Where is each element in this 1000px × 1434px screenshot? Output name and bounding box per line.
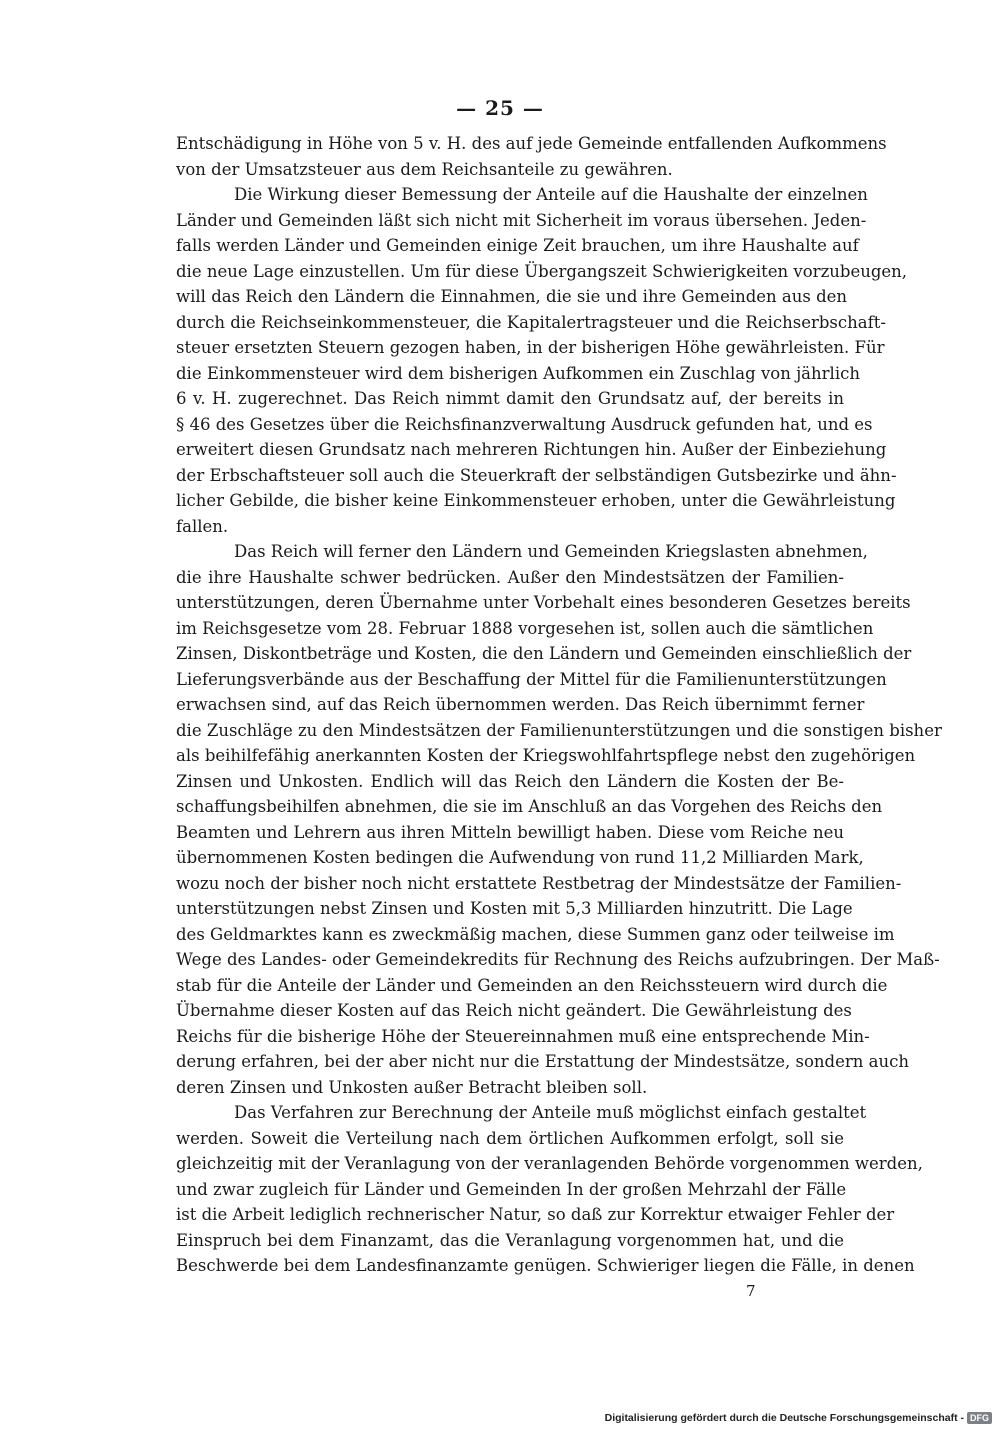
text-line: Zinsen und Unkosten. Endlich will das Reich den Ländern die Kosten der Be- [176,771,844,791]
text-line: Übernahme dieser Kosten auf das Reich nicht geändert. Die Gewährleistung des [176,1001,852,1020]
text-line: § 46 des Gesetzes über die Reichsfinanzverwaltung Ausdruck gefunden hat, und es [176,414,873,434]
text-line: falls werden Länder und Gemeinden einige Zeit brauchen, um ihre Haushalte auf [176,236,859,255]
sheet-signature-mark: 7 [746,1282,756,1300]
text-line: wozu noch der bisher noch nicht erstattete Restbetrag der Mindestsätze der Familien- [176,873,902,893]
text-line: Beschwerde bei dem Landesfinanzamte genügen. Schwieriger liegen die Fälle, in denen [176,1256,915,1275]
text-line: der Erbschaftsteuer soll auch die Steuerkraft der selbständigen Gutsbezirke und ähn- [176,465,897,485]
text-line: die neue Lage einzustellen. Um für diese Übergangszeit Schwierigkeiten vorzubeugen, [176,261,908,281]
digitization-footer [605,1412,992,1424]
text-line: und zwar zugleich für Länder und Gemeinden In der großen Mehrzahl der Fälle [176,1179,847,1199]
text-line: erwachsen sind, auf das Reich übernommen werden. Das Reich übernimmt ferner [176,695,865,714]
text-line: 6 v. H. zugerechnet. Das Reich nimmt damit den Grundsatz auf, der bereits in [176,389,844,408]
text-line: will das Reich den Ländern die Einnahmen, die sie und ihre Gemeinden aus den [176,287,848,306]
text-line: Länder und Gemeinden läßt sich nicht mit Sicherheit im voraus übersehen. Jeden- [176,210,867,230]
text-line: derung erfahren, bei der aber nicht nur die Erstattung der Mindestsätze, sondern auch [176,1052,909,1071]
text-line: deren Zinsen und Unkosten außer Betracht bleiben soll. [176,1077,648,1097]
text-line: schaffungsbeihilfen abnehmen, die sie im Anschluß an das Vorgehen des Reichs den [176,797,883,816]
text-line: stab für die Anteile der Länder und Gemeinden an den Reichssteuern wird durch die [176,975,888,995]
text-line: die Zuschläge zu den Mindestsätzen der Familienunterstützungen und die sonstigen bisher [176,720,942,740]
text-line: steuer ersetzten Steuern gezogen haben, in der bisherigen Höhe gewährleisten. Für [176,338,885,357]
text-line: Reichs für die bisherige Höhe der Steuereinnahmen muß eine entsprechende Min- [176,1026,870,1046]
text-line: die ihre Haushalte schwer bedrücken. Außer den Mindestsätzen der Familien- [176,567,844,587]
text-line: Wege des Landes- oder Gemeindekredits für Rechnung des Reichs aufzubringen. Der Maß- [176,950,940,969]
page-number: — 25 — [456,96,544,120]
text-line: Lieferungsverbände aus der Beschaffung der Mittel für die Familienunterstützungen [176,669,887,689]
text-line: unterstützungen nebst Zinsen und Kosten mit 5,3 Milliarden hinzutritt. Die Lage [176,899,853,918]
text-line: Das Verfahren zur Berechnung der Anteile muß möglichst einfach gestaltet [234,1103,867,1122]
text-line: Entschädigung in Höhe von 5 v. H. des auf jede Gemeinde entfallenden Aufkommens [176,134,887,153]
text-line: werden. Soweit die Verteilung nach dem örtlichen Aufkommen erfolgt, soll sie [176,1128,844,1148]
text-line: Einspruch bei dem Finanzamt, das die Veranlagung vorgenommen hat, und die [176,1230,844,1250]
text-line: als beihilfefähig anerkannten Kosten der Kriegswohlfahrtspflege nebst den zugehörigen [176,746,916,765]
text-line: Zinsen, Diskontbeträge und Kosten, die den Ländern und Gemeinden einschließlich der [176,644,912,663]
text-line: von der Umsatzsteuer aus dem Reichsanteile zu gewähren. [176,159,673,179]
text-line: die Einkommensteuer wird dem bisherigen Aufkommen ein Zuschlag von jährlich [176,363,860,383]
text-line: unterstützungen, deren Übernahme unter Vorbehalt eines besonderen Gesetzes bereits [176,593,911,612]
text-line: des Geldmarktes kann es zweckmäßig machen, diese Summen ganz oder teilweise im [176,924,895,944]
footer-text: Digitalisierung gefördert durch die Deutsche Forschungsgemeinschaft - [604,1412,964,1424]
text-line: gleichzeitig mit der Veranlagung von der veranlagenden Behörde vorgenommen werden, [176,1154,923,1173]
text-line: ist die Arbeit lediglich rechnerischer Natur, so daß zur Korrektur etwaiger Fehler der [176,1205,895,1224]
text-line: Beamten und Lehrern aus ihren Mitteln bewilligt haben. Diese vom Reiche neu [176,822,844,842]
text-line: fallen. [176,516,229,536]
text-line: Die Wirkung dieser Bemessung der Anteile auf die Haushalte der einzelnen [234,185,868,204]
text-line: im Reichsgesetze vom 28. Februar 1888 vorgesehen ist, sollen auch die sämtlichen [176,618,874,638]
text-line: Das Reich will ferner den Ländern und Gemeinden Kriegslasten abnehmen, [234,542,868,561]
body-text [176,131,942,1279]
text-line: übernommenen Kosten bedingen die Aufwendung von rund 11,2 Milliarden Mark, [176,848,864,867]
text-line: licher Gebilde, die bisher keine Einkommensteuer erhoben, unter die Gewährleistung [176,491,896,510]
text-line: erweitert diesen Grundsatz nach mehreren Richtungen hin. Außer der Einbeziehung [176,440,887,459]
dfg-logo: DFG [967,1412,992,1424]
text-line: durch die Reichseinkommensteuer, die Kapitalertragsteuer und die Reichserbschaft- [176,312,886,332]
